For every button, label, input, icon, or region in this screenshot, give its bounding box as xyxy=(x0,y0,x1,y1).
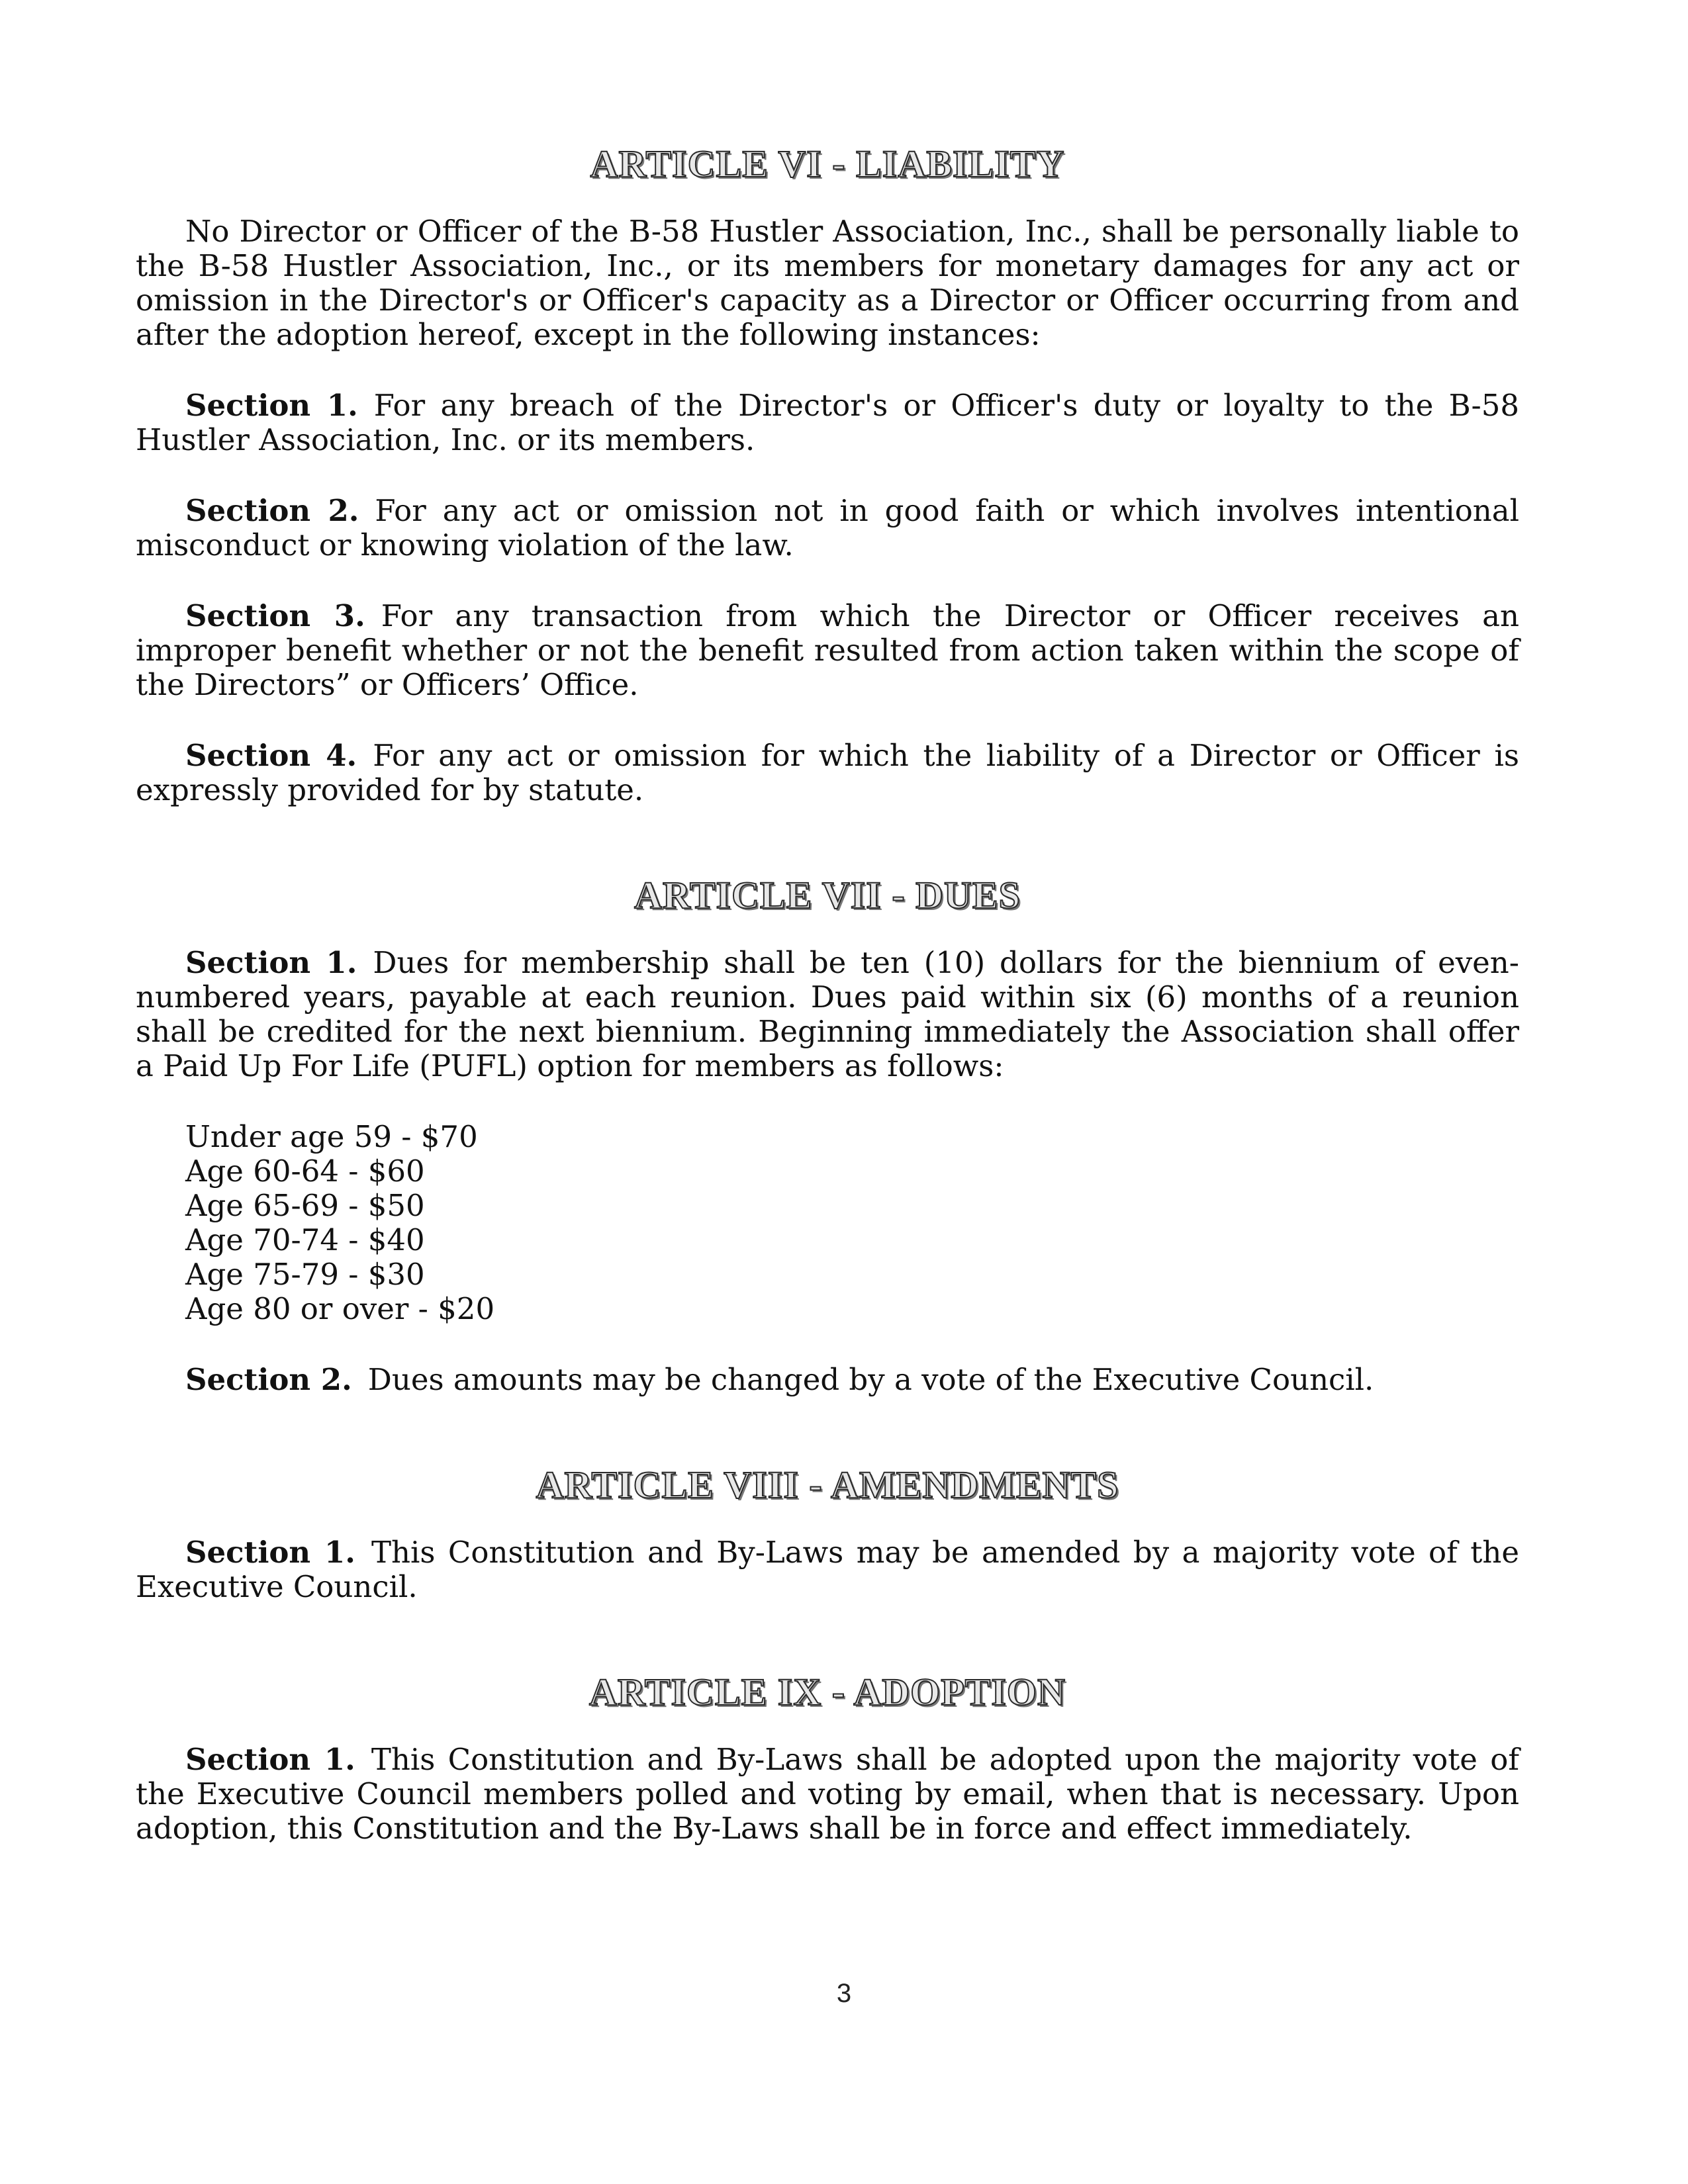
article-vi-intro: No Director or Officer of the B-58 Hustler Association, Inc., shall be personally liable to the B-58 Hustler Association, Inc., or its members for monetary damages for any act or omission in the Director's or Officer's capacity as a Director or Officer occurring from and after the adoption hereof, except in the following instances: xyxy=(136,214,1519,352)
dues-schedule-list xyxy=(185,1120,1519,1326)
section-label: Section 1. xyxy=(185,388,358,423)
article-vii-section-1 xyxy=(136,946,1519,1083)
section-label: Section 3. xyxy=(185,598,365,633)
dues-schedule-item: Age 80 or over - $20 xyxy=(185,1291,495,1326)
dues-schedule-item: Age 60-64 - $60 xyxy=(185,1154,425,1189)
article-vii-section-2 xyxy=(136,1363,1519,1397)
article-ix-heading: ARTICLE IX - ADOPTION xyxy=(589,1670,1066,1713)
section-text: For any breach of the Director's or Officer's duty or loyalty to the B-58 Hustler Association, Inc. or its members. xyxy=(136,388,1519,457)
dues-schedule-item: Age 75-79 - $30 xyxy=(185,1257,425,1292)
section-text: For any transaction from which the Director or Officer receives an improper benefit whether or not the benefit resulted from action taken within the scope of the Directors” or Officers’ Office. xyxy=(136,598,1519,702)
section-label: Section 1. xyxy=(185,1742,355,1777)
article-vi-section-1 xyxy=(136,388,1519,457)
section-text: This Constitution and By-Laws shall be adopted upon the majority vote of the Executive Council members polled and voting by email, when that is necessary. Upon adoption, this Constitution and the By-Laws shall be in force and effect immediately. xyxy=(136,1742,1519,1846)
section-label: Section 4. xyxy=(185,738,357,773)
article-viii-heading: ARTICLE VIII - AMENDMENTS xyxy=(536,1463,1119,1506)
section-text: For any act or omission for which the liability of a Director or Officer is expressly provided for by statute. xyxy=(136,738,1519,807)
section-text: This Constitution and By-Laws may be amended by a majority vote of the Executive Council. xyxy=(136,1535,1519,1604)
section-label: Section 2. xyxy=(185,493,359,528)
section-label: Section 1. xyxy=(185,945,357,980)
article-vi-section-4 xyxy=(136,739,1519,807)
article-vi-heading: ARTICLE VI - LIABILITY xyxy=(590,142,1065,185)
dues-schedule-item: Under age 59 - $70 xyxy=(185,1119,478,1154)
section-label: Section 1. xyxy=(185,1535,355,1570)
section-text: Dues for membership shall be ten (10) dollars for the biennium of even-numbered years, payable at each reunion. Dues paid within six (6) months of a reunion shall be credited for the next biennium. Beginning immediately the Association shall offer a Paid Up For Life (PUFL) option for members as follows: xyxy=(136,945,1519,1083)
article-vi-section-3 xyxy=(136,599,1519,702)
section-label: Section 2. xyxy=(185,1362,352,1397)
article-vii-heading: ARTICLE VII - DUES xyxy=(634,874,1021,917)
dues-schedule-item: Age 70-74 - $40 xyxy=(185,1222,425,1257)
section-text: For any act or omission not in good faith or which involves intentional misconduct or knowing violation of the law. xyxy=(136,493,1519,563)
article-viii-section-1 xyxy=(136,1535,1519,1604)
article-vi-section-2 xyxy=(136,494,1519,563)
section-text: Dues amounts may be changed by a vote of the Executive Council. xyxy=(367,1362,1374,1397)
page-number: 3 xyxy=(836,1979,852,2008)
dues-schedule-item: Age 65-69 - $50 xyxy=(185,1188,425,1223)
document-page xyxy=(136,139,1519,1882)
article-ix-section-1 xyxy=(136,1743,1519,1846)
